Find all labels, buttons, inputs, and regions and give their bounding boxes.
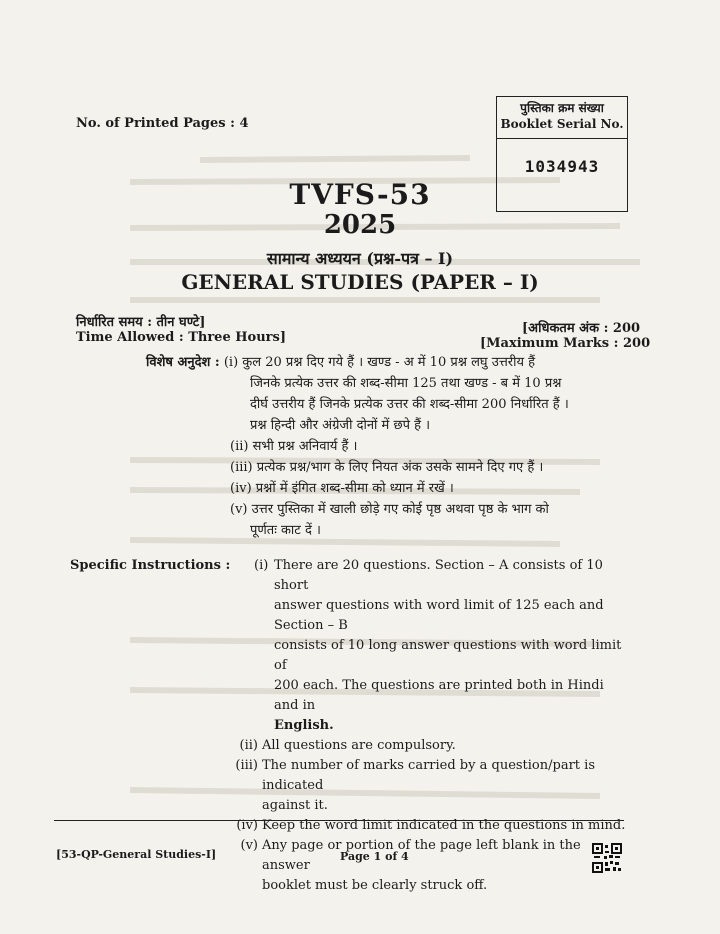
exam-year: 2025 [323, 210, 397, 240]
printed-pages-label: No. of Printed Pages : 4 [76, 116, 249, 131]
max-marks-hindi: [अधिकतम अंक : 200 [522, 321, 641, 336]
english-instruction-i-line: 200 each. The questions are printed both in Hindi and in [274, 678, 604, 713]
footer-paper-code: [53-QP-General Studies-I] [56, 848, 217, 861]
paper-title-english: GENERAL STUDIES (PAPER – I) [181, 270, 539, 294]
english-instruction-ii: All questions are compulsory. [262, 738, 456, 753]
hindi-instruction-ii: (ii) सभी प्रश्न अनिवार्य हैं । [230, 439, 358, 454]
hindi-instruction-iii: (iii) प्रत्येक प्रश्न/भाग के लिए नियत अंक उसके सामने दिए गए हैं । [230, 460, 544, 475]
english-instruction-iii: The number of marks carried by a question/part is indicated [262, 758, 595, 793]
time-allowed-english: Time Allowed : Three Hours] [76, 330, 286, 345]
booklet-serial-label [497, 97, 627, 139]
serial-label-hindi: पुस्तिका क्रम संख्या [520, 101, 604, 115]
hindi-instruction-i: (i) कुल 20 प्रश्न दिए गये हैं । खण्ड - अ में 10 प्रश्न लघु उत्तरीय हैं [223, 355, 536, 370]
footer-divider [54, 820, 624, 821]
hindi-instruction-iv: (iv) प्रश्नों में इंगित शब्द-सीमा को ध्यान में रखें । [230, 481, 454, 496]
paper-title-hindi: सामान्य अध्ययन (प्रश्न-पत्र – I) [266, 249, 454, 268]
english-instruction-v: Any page or portion of the page left blank in the answer [262, 838, 581, 873]
max-marks-english: [Maximum Marks : 200 [480, 336, 651, 351]
serial-number: 1034943 [524, 157, 600, 176]
instruction-number: (iv) [236, 818, 258, 833]
english-instruction-i-line: English. [274, 718, 334, 733]
hindi-instructions [146, 352, 626, 541]
hindi-instruction-i-line: प्रश्न हिन्दी और अंग्रेजी दोनों में छपे हैं । [250, 418, 431, 433]
page-number: Page 1 of 4 [340, 850, 409, 863]
hindi-instructions-label: विशेष अनुदेश : [146, 355, 220, 370]
english-instruction-iv: Keep the word limit indicated in the questions in mind. [262, 818, 626, 833]
hindi-instruction-v: (v) उत्तर पुस्तिका में खाली छोड़े गए कोई पृष्ठ अथवा पृष्ठ के भाग को [230, 502, 549, 517]
instruction-number: (i) [254, 558, 269, 573]
serial-label-english: Booklet Serial No. [500, 117, 624, 131]
english-instruction-i-line: answer questions with word limit of 125 each and Section – B [274, 598, 604, 633]
english-instruction-i: There are 20 questions. Section – A consists of 10 short [274, 558, 603, 593]
english-instruction-v-line: booklet must be clearly struck off. [262, 878, 488, 893]
english-instruction-i-line: consists of 10 long answer questions with word limit of [274, 638, 622, 673]
hindi-instruction-v-line: पूर्णतः काट दें । [250, 523, 321, 538]
time-allowed-hindi: निर्धारित समय : तीन घण्टे] [76, 315, 206, 330]
qr-code-icon [592, 843, 622, 873]
instruction-number: (v) [240, 838, 258, 853]
english-instructions [70, 556, 626, 896]
hindi-instruction-i-line: जिनके प्रत्येक उत्तर की शब्द-सीमा 125 तथा खण्ड - ब में 10 प्रश्न [250, 376, 562, 391]
instruction-number: (ii) [239, 738, 258, 753]
hindi-instruction-i-line: दीर्घ उत्तरीय हैं जिनके प्रत्येक उत्तर की शब्द-सीमा 200 निर्धारित हैं । [250, 397, 569, 412]
paper-code: TVFS-53 [289, 178, 431, 211]
english-instruction-iii-line: against it. [262, 798, 328, 813]
english-instructions-label: Specific Instructions : [70, 558, 231, 573]
instruction-number: (iii) [235, 758, 258, 773]
